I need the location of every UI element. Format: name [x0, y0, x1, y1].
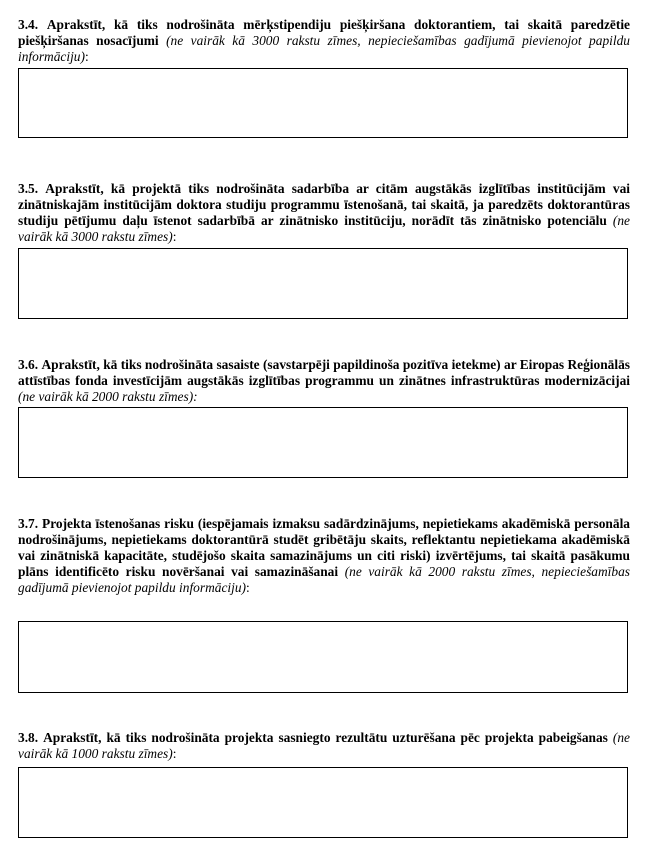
answer-box-3-6[interactable] [18, 407, 628, 478]
question-3-5 [18, 181, 630, 245]
question-number: 3.8. [18, 730, 39, 745]
question-note: (ne vairāk kā 1000 rakstu zīmes) [18, 730, 630, 761]
question-number: 3.6. [18, 357, 39, 372]
question-3-8 [18, 730, 630, 762]
section-3-4 [18, 17, 630, 65]
answer-box-3-7[interactable] [18, 621, 628, 693]
question-number: 3.5. [18, 181, 39, 196]
question-end: : [172, 229, 177, 244]
section-3-8 [18, 730, 630, 762]
question-3-6 [18, 357, 630, 405]
question-end: : [246, 580, 250, 595]
section-3-5 [18, 181, 630, 245]
question-text: Aprakstīt, kā projektā tiks nodrošināta sadarbība ar citām augstākās izglītības institūcijām vai zinātniskajām institūcijām doktora studiju programmu īstenošanā, tai skaitā, ja paredzēts doktorantūras studiju pētījumu daļu īstenot sadarbībā ar zinātnisko institūciju, norādīt tās zinātnisko potenciālu [18, 181, 630, 228]
question-end: : [84, 49, 89, 64]
question-note: (ne vairāk kā 2000 rakstu zīmes): [18, 389, 198, 404]
answer-box-3-8[interactable] [18, 767, 628, 838]
question-text: Projekta īstenošanas risku (iespējamais izmaksu sadārdzinājums, nepietiekams akadēmiskā personāla nodrošinājums, nepietiekams doktorantūrā studēt gribētāju skaits, reflektantu nepietiekama akadēmiskā vai zinātniskā kapacitāte, studējošo skaita samazinājums un citi riski) izvērtējums, tai skaitā pasākumu plāns identificēto risku novēršanai vai samazināšanai [18, 516, 630, 579]
question-note: (ne vairāk kā 3000 rakstu zīmes) [18, 213, 630, 244]
question-note: (ne vairāk kā 3000 rakstu zīmes, nepieciešamības gadījumā pievienojot papildu informāciju) [18, 33, 630, 64]
section-3-6 [18, 357, 630, 405]
question-note: (ne vairāk kā 2000 rakstu zīmes, nepieciešamības gadījumā pievienojot papildu informāciju) [18, 564, 630, 595]
question-3-4 [18, 17, 630, 65]
answer-box-3-5[interactable] [18, 248, 628, 319]
section-3-7 [18, 516, 630, 596]
question-text: Aprakstīt, kā tiks nodrošināta sasaiste (savstarpēji papildinoša pozitīva ietekme) ar Eiropas Reģionālās attīstības fonda investīcijām augstākās izglītības programmu un zinātnes infrastruktūras modernizācijai [18, 357, 630, 388]
question-3-7 [18, 516, 630, 596]
answer-box-3-4[interactable] [18, 68, 628, 138]
question-end: : [172, 746, 177, 761]
question-text: Aprakstīt, kā tiks nodrošināta mērķstipendiju piešķiršana doktorantiem, tai skaitā paredzētie piešķiršanas nosacījumi [18, 17, 630, 48]
question-number: 3.7. [18, 516, 39, 531]
question-number: 3.4. [18, 17, 39, 32]
question-text: Aprakstīt, kā tiks nodrošināta projekta sasniegto rezultātu uzturēšana pēc projekta pabeigšanas [43, 730, 608, 745]
